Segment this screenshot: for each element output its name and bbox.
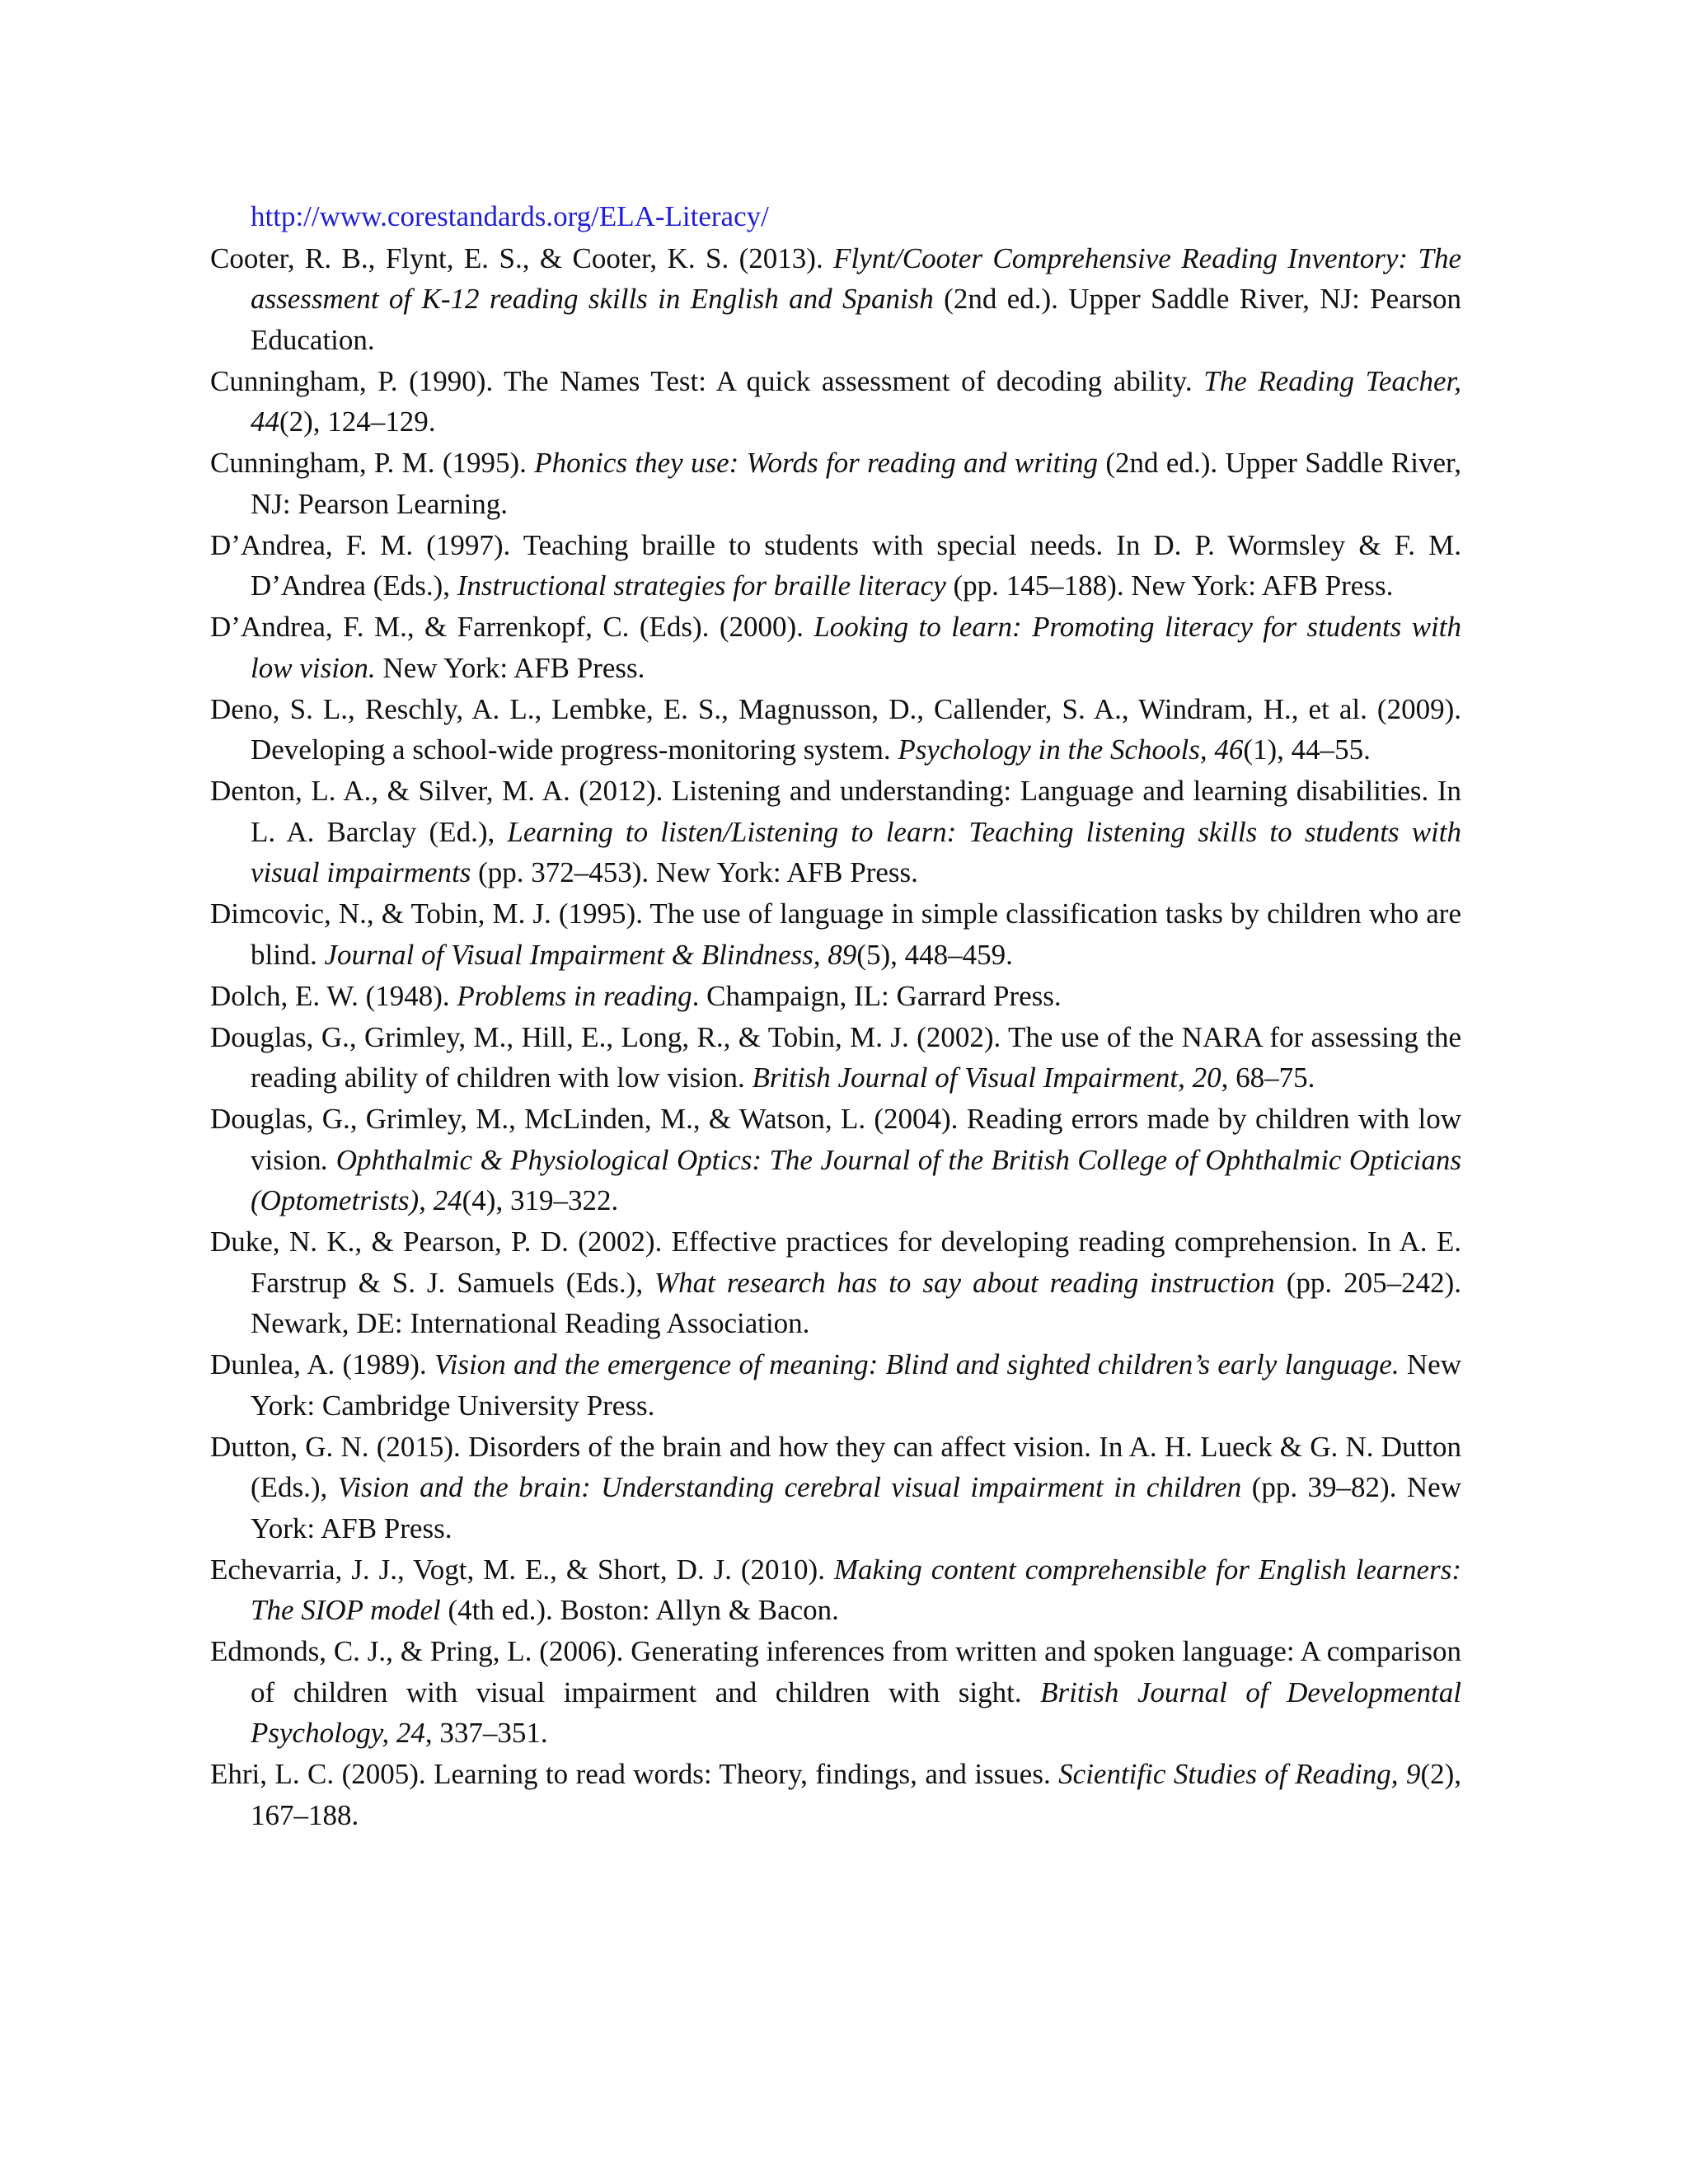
reference-text: (pp. 372–453). New York: AFB Press.	[471, 856, 918, 888]
reference-italic-text: Learning to listen/Listening to learn: Teaching listening skills to students with visual impairments	[251, 815, 1461, 888]
reference-italic-text: British Journal of Visual Impairment, 20	[752, 1062, 1221, 1094]
reference-text: , 68–75.	[1221, 1062, 1315, 1094]
reference-italic-text: Journal of Visual Impairment & Blindness, 89	[324, 938, 857, 971]
reference-text: Cunningham, P. M. (1995).	[210, 447, 535, 479]
reference-italic-text: British Journal of Developmental Psychology, 24	[251, 1675, 1461, 1749]
reference-italic-text: Phonics they use: Words for reading and writing	[534, 447, 1099, 479]
reference-text: Deno, S. L., Reschly, A. L., Lembke, E. S., Magnusson, D., Callender, S. A., Windram, H., et al. (2009). Developing a school-wide progress-monitoring system.	[210, 692, 1461, 766]
reference-entry	[210, 893, 1461, 975]
reference-entry	[210, 1427, 1461, 1549]
reference-italic-text: Vision and the brain: Understanding cerebral visual impairment in children	[337, 1471, 1242, 1503]
reference-italic-text: Making content comprehensible for English learners: The SIOP model	[251, 1553, 1461, 1626]
reference-entry	[210, 1754, 1461, 1835]
reference-text: New York: AFB Press.	[375, 651, 645, 684]
reference-text: (5), 448–459.	[856, 938, 1013, 971]
reference-entry	[210, 976, 1461, 1017]
reference-entry	[210, 1221, 1461, 1344]
reference-text: (2nd ed.). Upper Saddle River, NJ: Pearson Education.	[251, 283, 1462, 356]
reference-text: Ehri, L. C. (2005). Learning to read words: Theory, findings, and issues.	[210, 1758, 1059, 1790]
reference-italic-text: The Reading Teacher, 44	[251, 364, 1461, 438]
reference-text: . Champaign, IL: Garrard Press.	[692, 979, 1062, 1012]
reference-italic-text: What research has to say about reading instruction	[654, 1266, 1275, 1299]
reference-text: (pp. 205–242). Newark, DE: International Reading Association.	[251, 1266, 1461, 1339]
corestandards-link[interactable]: http://www.corestandards.org/ELA-Literacy/	[251, 200, 769, 232]
reference-text: (4th ed.). Boston: Allyn & Bacon.	[440, 1594, 839, 1626]
reference-text: D’Andrea, F. M., & Farrenkopf, C. (Eds). (2000).	[210, 611, 814, 643]
reference-text: Cunningham, P. (1990). The Names Test: A quick assessment of decoding ability.	[210, 364, 1204, 397]
reference-entry	[210, 238, 1461, 361]
reference-text: New York: Cambridge University Press.	[251, 1348, 1461, 1422]
reference-text: (2), 124–129.	[279, 405, 436, 438]
reference-text: Dolch, E. W. (1948).	[210, 979, 457, 1012]
reference-text: Denton, L. A., & Silver, M. A. (2012). Listening and understanding: Language and learning disabilities. In L. A. Barclay (Ed.),	[210, 775, 1461, 848]
reference-entry	[210, 1549, 1461, 1631]
reference-entry	[210, 361, 1461, 443]
reference-list	[210, 238, 1461, 1836]
reference-text: Duke, N. K., & Pearson, P. D. (2002). Effective practices for developing reading comprehension. In A. E. Farstrup & S. J. Samuels (Eds.),	[210, 1226, 1461, 1299]
reference-text: (pp. 145–188). New York: AFB Press.	[945, 569, 1394, 602]
reference-italic-text: Vision and the emergence of meaning: Blind and sighted children’s early language.	[434, 1348, 1400, 1380]
reference-entry	[210, 525, 1461, 607]
reference-entry	[210, 1099, 1461, 1221]
reference-text: Edmonds, C. J., & Pring, L. (2006). Generating inferences from written and spoken language: A comparison of children with visual impairment and children with sight.	[210, 1635, 1461, 1708]
reference-italic-text: . Ophthalmic & Physiological Optics: The Journal of the British College of Ophthalmic Opticians (Optometrists), 24	[251, 1143, 1461, 1216]
reference-entry	[210, 1344, 1461, 1426]
reference-italic-text: Flynt/Cooter Comprehensive Reading Inventory: The assessment of K-12 reading skills in English and Spanish	[251, 241, 1461, 315]
reference-text: Dutton, G. N. (2015). Disorders of the brain and how they can affect vision. In A. H. Lueck & G. N. Dutton (Eds.),	[210, 1430, 1461, 1503]
reference-entry	[210, 1631, 1461, 1754]
reference-entry	[210, 443, 1461, 524]
reference-text: (pp. 39–82). New York: AFB Press.	[251, 1471, 1461, 1544]
reference-entry	[210, 607, 1461, 688]
reference-text: D’Andrea, F. M. (1997). Teaching braille to students with special needs. In D. P. Wormsley & F. M. D’Andrea (Eds.),	[210, 528, 1461, 602]
reference-italic-text: Problems in reading	[457, 979, 692, 1012]
reference-entry	[210, 771, 1461, 893]
reference-entry	[210, 689, 1461, 771]
url-continuation-line	[210, 196, 1461, 237]
reference-italic-text: Instructional strategies for braille literacy	[457, 569, 946, 602]
reference-text: (4), 319–322.	[462, 1184, 619, 1216]
reference-entry	[210, 1017, 1461, 1099]
reference-text: Dunlea, A. (1989).	[210, 1348, 434, 1380]
reference-text: Cooter, R. B., Flynt, E. S., & Cooter, K. S. (2013).	[210, 241, 834, 274]
reference-text: (2), 167–188.	[251, 1758, 1461, 1831]
reference-text: , 337–351.	[424, 1717, 548, 1749]
reference-text: (2nd ed.). Upper Saddle River, NJ: Pearson Learning.	[251, 447, 1461, 520]
reference-list-page	[210, 196, 1461, 1836]
reference-italic-text: Scientific Studies of Reading, 9	[1058, 1758, 1421, 1790]
reference-text: Douglas, G., Grimley, M., McLinden, M., & Watson, L. (2004). Reading errors made by children with low vision	[210, 1103, 1461, 1176]
reference-text: Douglas, G., Grimley, M., Hill, E., Long, R., & Tobin, M. J. (2002). The use of the NARA for assessing the reading ability of children with low vision.	[210, 1020, 1461, 1094]
reference-italic-text: Looking to learn: Promoting literacy for students with low vision.	[251, 611, 1462, 684]
reference-text: Echevarria, J. J., Vogt, M. E., & Short, D. J. (2010).	[210, 1553, 834, 1586]
reference-italic-text: Psychology in the Schools, 46	[898, 733, 1244, 766]
reference-text: Dimcovic, N., & Tobin, M. J. (1995). The use of language in simple classification tasks by children who are blind.	[210, 898, 1461, 971]
reference-text: (1), 44–55.	[1243, 733, 1371, 766]
